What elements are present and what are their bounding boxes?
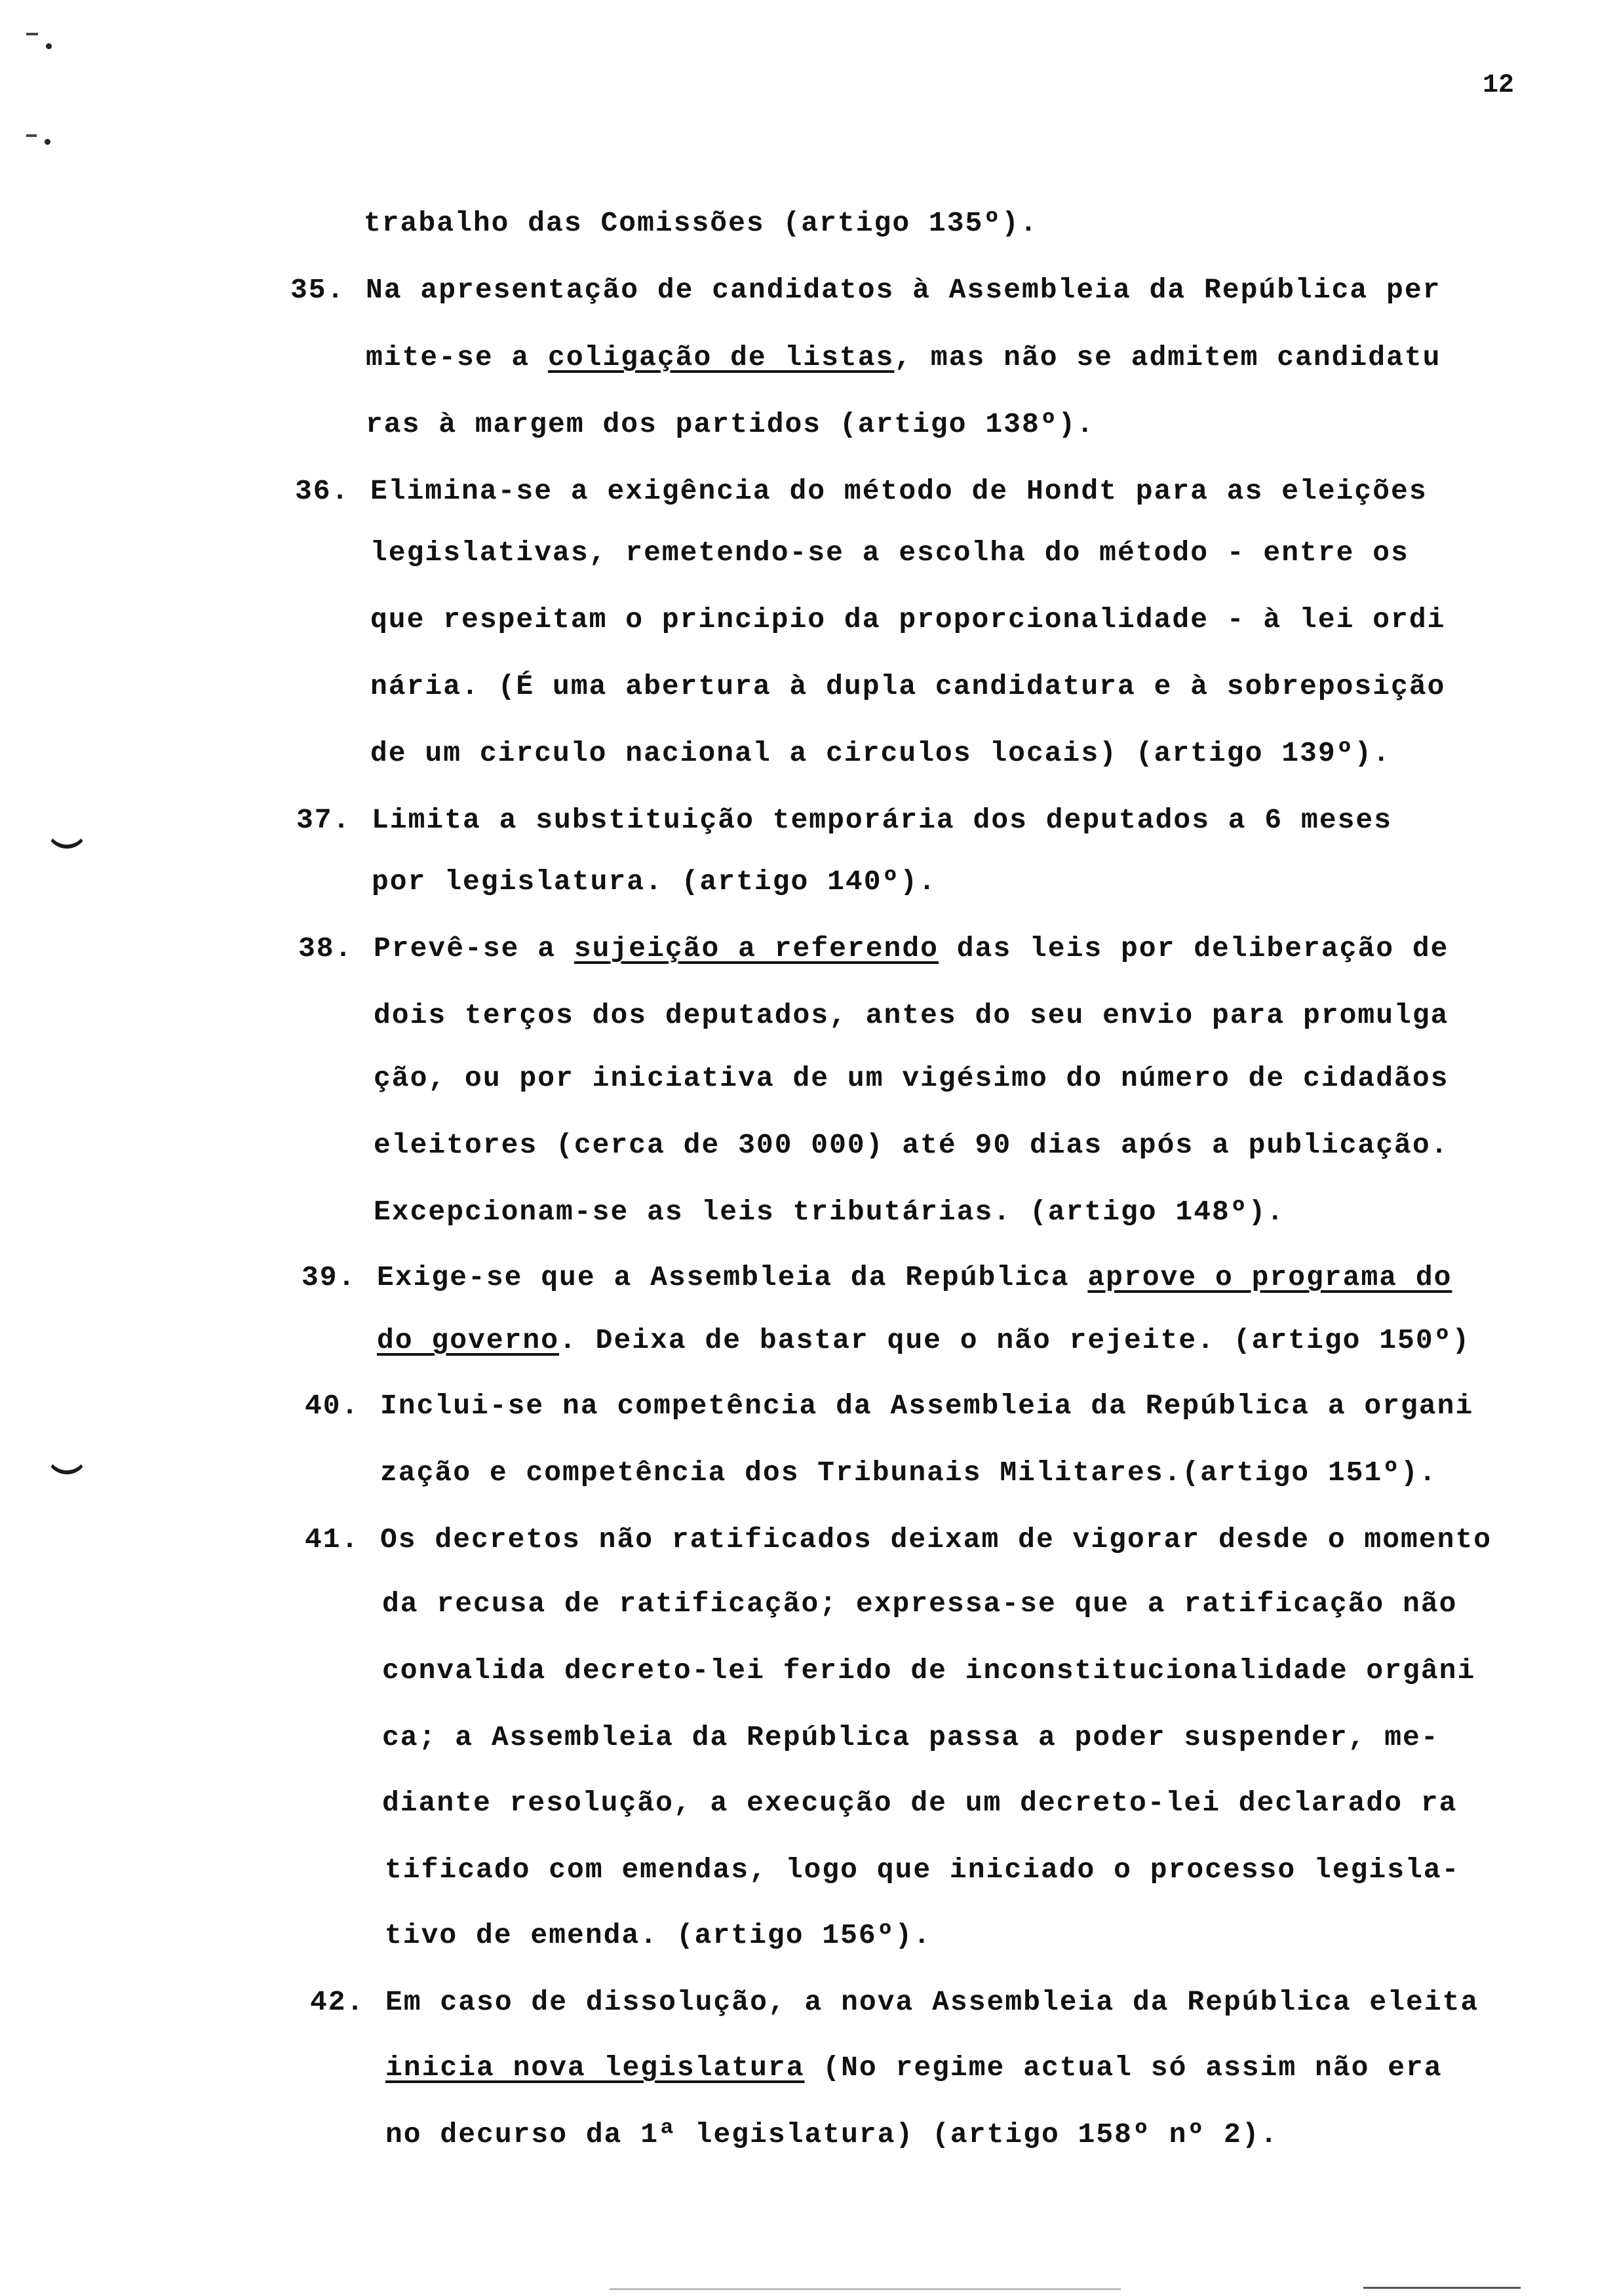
list-item-35: 35. Na apresentação de candidatos à Assembleia da República per (366, 272, 1441, 309)
page-number: 12 (1483, 71, 1515, 100)
text-line: ção, ou por iniciativa de um vigésimo do número de cidadãos (374, 1062, 1449, 1094)
text-line: diante resolução, a execução de um decreto-lei declarado ra (382, 1787, 1458, 1819)
text-line: tificado com emendas, logo que iniciado o processo legisla- (385, 1854, 1460, 1886)
list-item-42: 42. Em caso de dissolução, a nova Assembleia da República eleita (385, 1984, 1479, 2021)
text-line: de um circulo nacional a circulos locais) (artigo 139º). (370, 737, 1391, 769)
text-line: por legislatura. (artigo 140º). (372, 866, 937, 898)
text-line: ras à margem dos partidos (artigo 138º). (366, 408, 1095, 440)
text-line: trabalho das Comissões (artigo 135º). (364, 207, 1038, 239)
text-line: inicia nova legislatura (No regime actual só assim não era (385, 2052, 1443, 2084)
item-number: 39. (302, 1261, 357, 1293)
list-item-37: 37. Limita a substituição temporária dos deputados a 6 meses (372, 802, 1392, 839)
list-item-38: 38. Prevê-se a sujeição a referendo das leis por deliberação de (374, 930, 1449, 967)
item-number: 41. (305, 1523, 360, 1556)
underlined-phrase: inicia nova legislatura (385, 2052, 805, 2084)
text-line: tivo de emenda. (artigo 156º). (385, 1919, 932, 1951)
item-number: 38. (298, 932, 353, 965)
underlined-phrase: coligação de listas (548, 341, 895, 373)
item-number: 37. (296, 804, 351, 836)
text-line: mite-se a coligação de listas, mas não se admitem candidatu (366, 341, 1441, 373)
item-number: 42. (310, 1986, 365, 2018)
list-item-36: 36. Elimina-se a exigência do método de Hondt para as eleições (370, 473, 1428, 510)
text-line: zação e competência dos Tribunais Militares.(artigo 151º). (380, 1457, 1437, 1489)
underlined-phrase: sujeição a referendo (574, 932, 939, 965)
list-item-39: 39. Exige-se que a Assembleia da República aprove o programa do (377, 1259, 1452, 1296)
item-number: 36. (295, 475, 350, 507)
list-item-40: 40. Inclui-se na competência da Assembleia da República a organi (380, 1388, 1473, 1425)
text-line: legislativas, remetendo-se a escolha do método - entre os (370, 537, 1409, 569)
item-number: 40. (305, 1390, 360, 1422)
text-line: ca; a Assembleia da República passa a poder suspender, me- (382, 1721, 1439, 1753)
underlined-phrase: aprove o programa do (1087, 1261, 1452, 1293)
text-line: convalida decreto-lei ferido de inconstitucionalidade orgâni (382, 1655, 1476, 1687)
text-line: que respeitam o principio da proporcionalidade - à lei ordi (370, 603, 1446, 636)
text-line: dois terços dos deputados, antes do seu envio para promulga (374, 999, 1449, 1031)
text-line: do governo. Deixa de bastar que o não rejeite. (artigo 150º) (377, 1324, 1471, 1356)
list-item-41: 41. Os decretos não ratificados deixam de vigorar desde o momento (380, 1521, 1492, 1558)
text-line: eleitores (cerca de 300 000) até 90 dias após a publicação. (374, 1129, 1449, 1161)
underlined-phrase: do governo (377, 1324, 560, 1356)
item-number: 35. (290, 274, 345, 306)
text-line: nária. (É uma abertura à dupla candidatura e à sobreposição (370, 670, 1446, 702)
text-line: Excepcionam-se as leis tributárias. (artigo 148º). (374, 1196, 1285, 1228)
text-line: no decurso da 1ª legislatura) (artigo 158º nº 2). (385, 2118, 1279, 2151)
text-line: da recusa de ratificação; expressa-se que a ratificação não (382, 1588, 1458, 1620)
